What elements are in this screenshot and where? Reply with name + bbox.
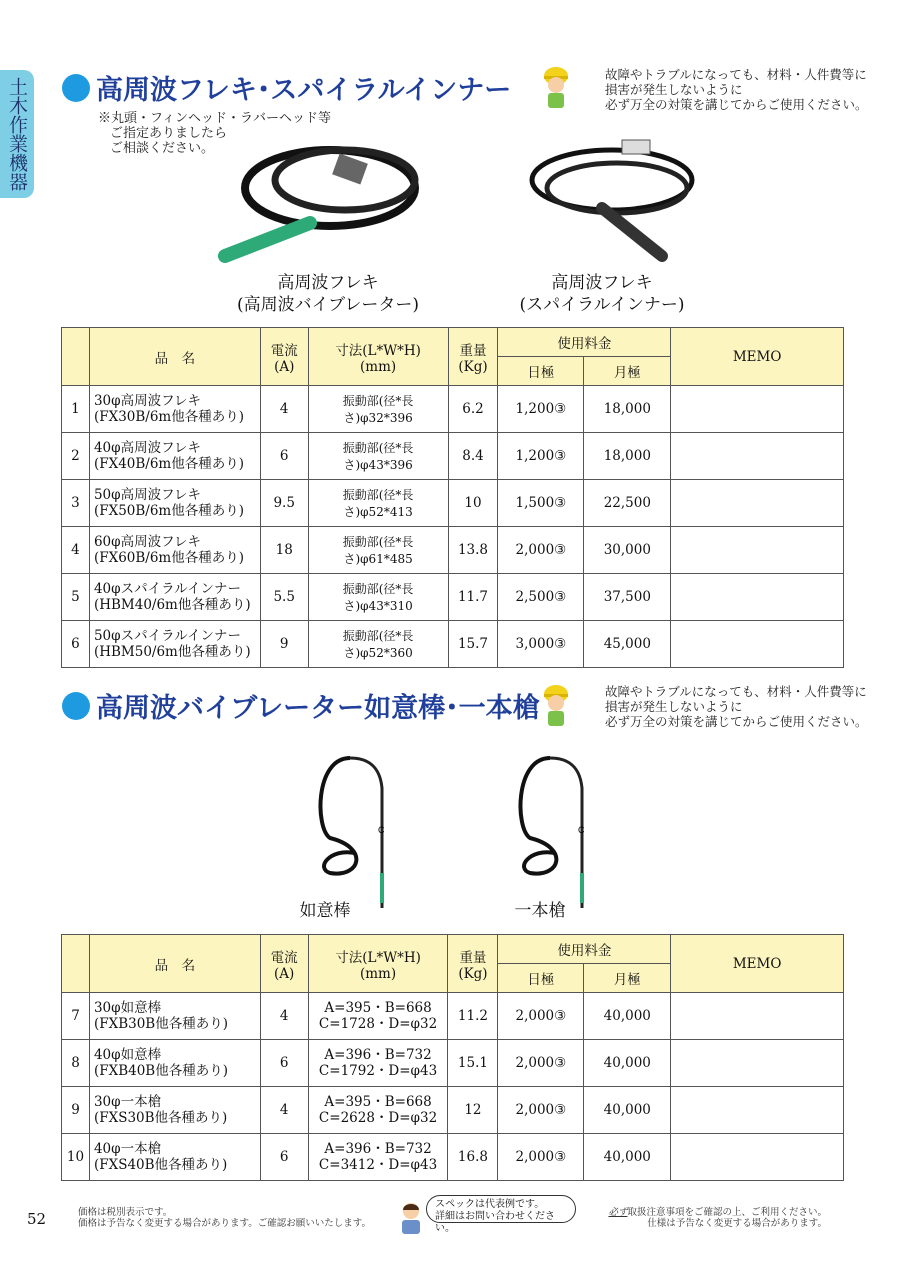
header-name: 品 名 [89, 328, 260, 386]
header-monthly: 月極 [584, 964, 671, 993]
row-monthly: 30,000 [584, 527, 671, 574]
header-fee: 使用料金 [498, 328, 671, 357]
row-current: 6 [260, 433, 308, 480]
row-name: 30φ一本槍 (FXS30B他各種あり) [89, 1087, 260, 1134]
row-dims: 振動部(径*長さ)φ52*360 [308, 621, 448, 668]
flex-vibrator-image [215, 128, 435, 268]
row-no: 6 [62, 621, 90, 668]
table-nyoibo [61, 934, 844, 1181]
caption-flex: 高周波フレキ (高周波バイブレーター) [236, 273, 420, 315]
staff-icon [396, 1200, 426, 1236]
row-monthly: 45,000 [584, 621, 671, 668]
footer-left: 価格は税別表示です。 価格は予告なく変更する場合があります。ご確認お願いいたします。 [78, 1207, 371, 1229]
row-no: 5 [62, 574, 90, 621]
worker-icon [540, 684, 572, 728]
row-monthly: 18,000 [584, 386, 671, 433]
row-memo [671, 621, 844, 668]
section2-warning: 故障やトラブルになっても、材料・人件費等に 損害が発生しないように 必ず万全の対策を講じてからご使用ください。 [605, 684, 868, 729]
row-name: 50φスパイラルインナー (HBM50/6m他各種あり) [89, 621, 260, 668]
table-row [62, 993, 844, 1040]
row-memo [671, 386, 844, 433]
row-monthly: 37,500 [584, 574, 671, 621]
row-current: 6 [260, 1134, 308, 1181]
row-dims: A=396・B=732 C=3412・D=φ43 [308, 1134, 448, 1181]
section2-title: 高周波バイブレーター如意棒･一本槍 [62, 686, 540, 725]
row-weight: 11.2 [448, 993, 498, 1040]
row-dims: 振動部(径*長さ)φ61*485 [308, 527, 448, 574]
row-monthly: 22,500 [584, 480, 671, 527]
row-current: 6 [260, 1040, 308, 1087]
row-weight: 15.1 [448, 1040, 498, 1087]
row-memo [671, 1040, 844, 1087]
table-row [62, 1040, 844, 1087]
row-daily: 2,000③ [498, 1087, 584, 1134]
row-dims: 振動部(径*長さ)φ32*396 [308, 386, 448, 433]
row-no: 9 [62, 1087, 90, 1134]
row-monthly: 40,000 [584, 1134, 671, 1181]
row-dims: 振動部(径*長さ)φ52*413 [308, 480, 448, 527]
side-tab: 土木作業機器 [0, 70, 34, 198]
row-name: 50φ高周波フレキ (FX50B/6m他各種あり) [89, 480, 260, 527]
header-fee: 使用料金 [498, 935, 671, 964]
header-memo: MEMO [671, 328, 844, 386]
row-daily: 2,000③ [498, 1040, 584, 1087]
header-monthly: 月極 [584, 357, 671, 386]
header-no [62, 935, 90, 993]
row-name: 60φ高周波フレキ (FX60B/6m他各種あり) [89, 527, 260, 574]
caption-spiral: 高周波フレキ (スパイラルインナー) [519, 273, 685, 315]
row-memo [671, 527, 844, 574]
header-dims: 寸法(L*W*H) (mm) [308, 935, 448, 993]
table-row [62, 480, 844, 527]
header-weight: 重量 (Kg) [448, 935, 498, 993]
worker-icon [540, 66, 572, 110]
row-no: 2 [62, 433, 90, 480]
table-row [62, 574, 844, 621]
page-number: 52 [27, 1210, 47, 1228]
header-name: 品 名 [89, 935, 260, 993]
bullet-icon [62, 74, 90, 102]
row-memo [671, 1134, 844, 1181]
row-monthly: 40,000 [584, 1087, 671, 1134]
row-daily: 1,500③ [498, 480, 584, 527]
row-weight: 6.2 [448, 386, 498, 433]
spiral-inner-image [512, 128, 712, 268]
section1-remark: ※丸頭・フィンヘッド・ラバーヘッド等 ご指定ありましたら ご相談ください。 [98, 111, 331, 156]
section1-warning: 故障やトラブルになっても、材料・人件費等に 損害が発生しないように 必ず万全の対策を講じてからご使用ください。 [605, 67, 868, 112]
row-memo [671, 574, 844, 621]
row-no: 7 [62, 993, 90, 1040]
row-dims: A=395・B=668 C=2628・D=φ32 [308, 1087, 448, 1134]
table-row [62, 1087, 844, 1134]
caption-ipponyari: 一本槍 [514, 901, 566, 921]
row-name: 30φ如意棒 (FXB30B他各種あり) [89, 993, 260, 1040]
row-memo [671, 433, 844, 480]
svg-text:C: C [578, 825, 585, 835]
table-flex [61, 327, 844, 668]
header-daily: 日極 [498, 964, 584, 993]
row-daily: 2,500③ [498, 574, 584, 621]
header-current: 電流 (A) [260, 328, 308, 386]
row-name: 40φ如意棒 (FXB40B他各種あり) [89, 1040, 260, 1087]
row-weight: 12 [448, 1087, 498, 1134]
row-weight: 10 [448, 480, 498, 527]
speech-bubble: スペックは代表例です。 詳細はお問い合わせください。 [426, 1195, 576, 1223]
ipponyari-image [510, 748, 620, 918]
row-weight: 8.4 [448, 433, 498, 480]
row-name: 40φ一本槍 (FXS40B他各種あり) [89, 1134, 260, 1181]
svg-text:C: C [378, 825, 385, 835]
row-name: 40φスパイラルインナー (HBM40/6m他各種あり) [89, 574, 260, 621]
row-memo [671, 480, 844, 527]
row-monthly: 40,000 [584, 1040, 671, 1087]
row-no: 8 [62, 1040, 90, 1087]
row-no: 10 [62, 1134, 90, 1181]
row-daily: 3,000③ [498, 621, 584, 668]
row-name: 40φ高周波フレキ (FX40B/6m他各種あり) [89, 433, 260, 480]
row-dims: 振動部(径*長さ)φ43*310 [308, 574, 448, 621]
table-row [62, 1134, 844, 1181]
row-daily: 2,000③ [498, 1134, 584, 1181]
row-dims: A=395・B=668 C=1728・D=φ32 [308, 993, 448, 1040]
row-weight: 15.7 [448, 621, 498, 668]
row-no: 3 [62, 480, 90, 527]
row-daily: 1,200③ [498, 386, 584, 433]
row-memo [671, 993, 844, 1040]
row-memo [671, 1087, 844, 1134]
header-dims: 寸法(L*W*H) (mm) [308, 328, 448, 386]
row-current: 5.5 [260, 574, 308, 621]
row-weight: 11.7 [448, 574, 498, 621]
row-name: 30φ高周波フレキ (FX30B/6m他各種あり) [89, 386, 260, 433]
row-current: 4 [260, 1087, 308, 1134]
table-row [62, 433, 844, 480]
row-current: 18 [260, 527, 308, 574]
section1-title: 高周波フレキ･スパイラルインナー [62, 68, 511, 107]
row-dims: 振動部(径*長さ)φ43*396 [308, 433, 448, 480]
row-daily: 2,000③ [498, 527, 584, 574]
footer-right: 必ず取扱注意事項をご確認の上、ご利用ください。 仕様は予告なく変更する場合があります。 [608, 1207, 827, 1229]
table-row [62, 527, 844, 574]
row-no: 4 [62, 527, 90, 574]
bullet-icon [62, 692, 90, 720]
row-current: 9.5 [260, 480, 308, 527]
row-dims: A=396・B=732 C=1792・D=φ43 [308, 1040, 448, 1087]
row-daily: 2,000③ [498, 993, 584, 1040]
row-current: 4 [260, 386, 308, 433]
row-weight: 16.8 [448, 1134, 498, 1181]
row-current: 4 [260, 993, 308, 1040]
row-daily: 1,200③ [498, 433, 584, 480]
header-no [62, 328, 90, 386]
header-daily: 日極 [498, 357, 584, 386]
row-current: 9 [260, 621, 308, 668]
table-row [62, 386, 844, 433]
row-monthly: 40,000 [584, 993, 671, 1040]
row-no: 1 [62, 386, 90, 433]
table-row [62, 621, 844, 668]
caption-nyoibo: 如意棒 [299, 901, 351, 921]
header-memo: MEMO [671, 935, 844, 993]
header-weight: 重量 (Kg) [448, 328, 498, 386]
row-monthly: 18,000 [584, 433, 671, 480]
header-current: 電流 (A) [260, 935, 308, 993]
row-weight: 13.8 [448, 527, 498, 574]
nyoibo-image [310, 748, 420, 918]
